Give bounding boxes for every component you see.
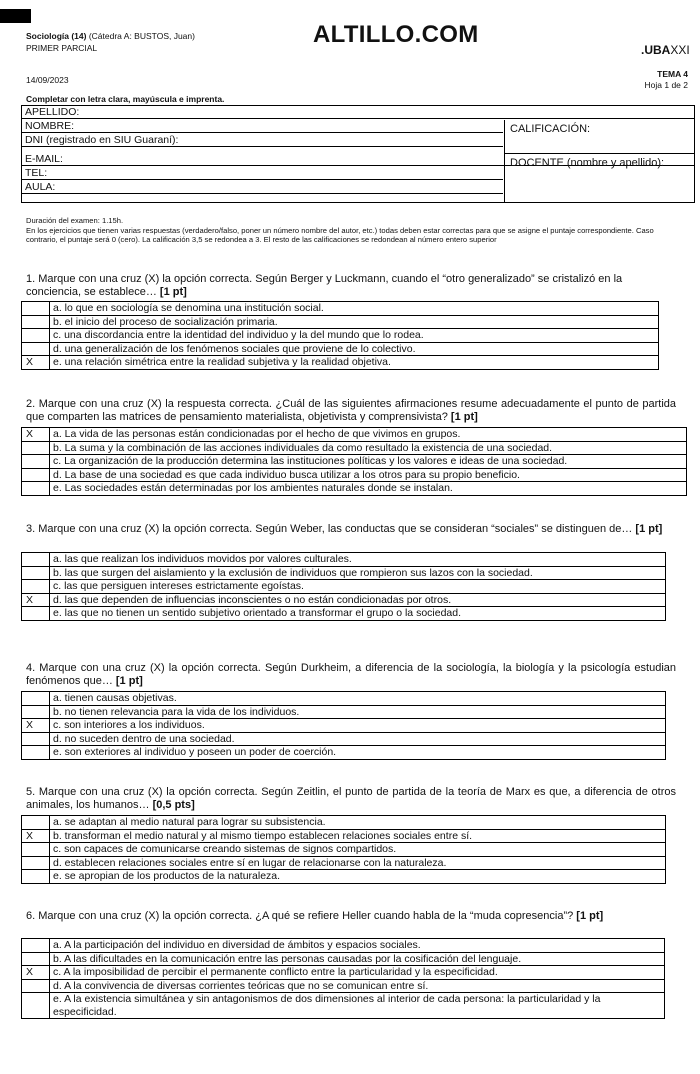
question-4: 4. Marque con una cruz (X) la opción correcta. Según Durkheim, a diferencia de la sociología, la biología y la psicología estudian fenómenos que… [1 pt] — [26, 662, 676, 687]
answer-mark[interactable] — [22, 482, 50, 496]
answer-mark[interactable]: X — [22, 593, 50, 607]
option-text: e. se apropian de los productos de la naturaleza. — [50, 870, 666, 884]
site-title: ALTILLO.COM — [313, 21, 479, 48]
docente-label: DOCENTE (nombre y apellido): — [510, 157, 665, 169]
question-2: 2. Marque con una cruz (X) la respuesta correcta. ¿Cuál de las siguientes afirmaciones resume adecuadamente el punto de partida que comparten las matrices de pensamiento materialista, objetivista y comprensivista? [1 pt] — [26, 398, 676, 423]
option-text: c. una discordancia entre la identidad del individuo y la del mundo que lo rodea. — [50, 329, 659, 343]
option-text: c. son interiores a los individuos. — [50, 719, 666, 733]
answer-mark[interactable] — [22, 455, 50, 469]
tema-label: TEMA 4 — [657, 69, 688, 79]
option-text: c. La organización de la producción determina las instituciones políticas y los valores e ideas de una sociedad. — [50, 455, 687, 469]
answer-mark[interactable] — [22, 843, 50, 857]
option-row — [22, 580, 666, 594]
field-apellido[interactable]: APELLIDO: — [22, 106, 694, 119]
question-3: 3. Marque con una cruz (X) la opción correcta. Según Weber, las conductas que se consideran “sociales” se distinguen de… [1 pt] — [26, 523, 663, 535]
option-text: a. las que realizan los individuos movidos por valores culturales. — [50, 553, 666, 567]
option-row — [22, 607, 666, 621]
option-text: e. son exteriores al individuo y poseen un poder de coerción. — [50, 746, 666, 760]
option-row — [22, 843, 666, 857]
answer-mark[interactable] — [22, 816, 50, 830]
field-dni[interactable]: DNI (registrado en SIU Guaraní): — [22, 134, 503, 147]
option-row — [22, 441, 687, 455]
uba-logo: .UBAXXI — [641, 43, 690, 57]
option-row — [22, 705, 666, 719]
option-text: d. establecen relaciones sociales entre sí en lugar de relacionarse con la naturaleza. — [50, 856, 666, 870]
page-count: Hoja 1 de 2 — [644, 80, 688, 90]
option-text: a. tienen causas objetivas. — [50, 692, 666, 706]
option-text: c. las que persiguen intereses estrictamente egoístas. — [50, 580, 666, 594]
calificacion-label: CALIFICACIÓN: — [510, 123, 591, 135]
student-id-box — [21, 105, 695, 203]
option-row — [22, 428, 687, 442]
option-row — [22, 870, 666, 884]
option-row — [22, 719, 666, 733]
option-row — [22, 692, 666, 706]
answer-mark[interactable] — [22, 732, 50, 746]
answer-mark[interactable] — [22, 979, 50, 993]
options-q6 — [21, 938, 665, 1019]
answer-mark[interactable] — [22, 993, 50, 1019]
option-row — [22, 566, 666, 580]
answer-mark[interactable]: X — [22, 719, 50, 733]
option-text: b. transforman el medio natural y al mismo tiempo establecen relaciones sociales entre sí. — [50, 829, 666, 843]
answer-mark[interactable] — [22, 315, 50, 329]
exam-type: PRIMER PARCIAL — [26, 43, 98, 53]
field-aula[interactable]: AULA: — [22, 181, 503, 194]
option-row — [22, 593, 666, 607]
option-row — [22, 966, 665, 980]
question-6: 6. Marque con una cruz (X) la opción correcta. ¿A qué se refiere Heller cuando habla de la “muda copresencia”? [1 pt] — [26, 910, 604, 922]
subject-line: Sociología (14) (Cátedra A: BUSTOS, Juan) — [26, 31, 195, 41]
option-row — [22, 342, 659, 356]
option-text: a. La vida de las personas están condicionadas por el hecho de que vivimos en grupos. — [50, 428, 687, 442]
option-text: b. A las dificultades en la comunicación entre las personas causadas por la cosificación del lenguaje. — [50, 952, 665, 966]
option-text: b. las que surgen del aislamiento y la exclusión de individuos que rompieron sus lazos con la sociedad. — [50, 566, 666, 580]
answer-mark[interactable]: X — [22, 829, 50, 843]
option-text: e. las que no tienen un sentido subjetivo orientado a transformar el grupo o la sociedad. — [50, 607, 666, 621]
option-row — [22, 746, 666, 760]
option-row — [22, 468, 687, 482]
field-email[interactable]: E-MAIL: — [22, 153, 694, 166]
option-row — [22, 816, 666, 830]
exam-date: 14/09/2023 — [26, 75, 69, 85]
option-text: e. una relación simétrica entre la realidad subjetiva y la realidad objetiva. — [50, 356, 659, 370]
option-text: e. Las sociedades están determinadas por los ambientes naturales donde se instalan. — [50, 482, 687, 496]
options-q5 — [21, 815, 666, 884]
option-row — [22, 952, 665, 966]
answer-mark[interactable] — [22, 939, 50, 953]
answer-mark[interactable] — [22, 870, 50, 884]
answer-mark[interactable] — [22, 952, 50, 966]
option-row — [22, 302, 659, 316]
option-text: c. A la imposibilidad de percibir el permanente conflicto entre la particularidad y la especificidad. — [50, 966, 665, 980]
answer-mark[interactable] — [22, 468, 50, 482]
box-divider-h — [504, 153, 694, 154]
answer-mark[interactable] — [22, 746, 50, 760]
option-text: b. el inicio del proceso de socialización primaria. — [50, 315, 659, 329]
option-text: b. no tienen relevancia para la vida de los individuos. — [50, 705, 666, 719]
answer-mark[interactable] — [22, 580, 50, 594]
options-q1 — [21, 301, 659, 370]
option-row — [22, 315, 659, 329]
option-text: a. lo que en sociología se denomina una institución social. — [50, 302, 659, 316]
answer-mark[interactable] — [22, 342, 50, 356]
option-text: a. A la participación del individuo en diversidad de ámbitos y espacios sociales. — [50, 939, 665, 953]
option-text: d. A la convivencia de diversas corrientes teóricas que no se comunican entre sí. — [50, 979, 665, 993]
answer-mark[interactable] — [22, 553, 50, 567]
option-text: b. La suma y la combinación de las acciones individuales da como resultado la existencia de una sociedad. — [50, 441, 687, 455]
option-row — [22, 829, 666, 843]
option-row — [22, 482, 687, 496]
answer-mark[interactable] — [22, 329, 50, 343]
answer-mark[interactable] — [22, 607, 50, 621]
answer-mark[interactable]: X — [22, 966, 50, 980]
option-text: d. no suceden dentro de una sociedad. — [50, 732, 666, 746]
options-q3 — [21, 552, 666, 621]
exam-notes — [26, 216, 676, 245]
field-nombre[interactable]: NOMBRE: — [22, 120, 503, 133]
options-q2 — [21, 427, 687, 496]
box-divider — [504, 120, 505, 202]
answer-mark[interactable] — [22, 302, 50, 316]
field-tel[interactable]: TEL: — [22, 167, 503, 180]
answer-mark[interactable] — [22, 566, 50, 580]
option-row — [22, 455, 687, 469]
fill-instruction: Completar con letra clara, mayúscula e imprenta. — [26, 94, 225, 104]
question-1: 1. Marque con una cruz (X) la opción correcta. Según Berger y Luckmann, cuando el “otro generalizado” se cristalizó en la conciencia, se establece… [1 pt] — [26, 273, 623, 298]
option-row — [22, 329, 659, 343]
answer-mark[interactable] — [22, 856, 50, 870]
option-row — [22, 993, 665, 1019]
option-row — [22, 553, 666, 567]
option-row — [22, 732, 666, 746]
option-text: d. una generalización de los fenómenos sociales que proviene de lo colectivo. — [50, 342, 659, 356]
option-text: a. se adaptan al medio natural para lograr su subsistencia. — [50, 816, 666, 830]
tema-block — [645, 69, 688, 91]
duration-note: Duración del examen: 1.15h. — [26, 216, 124, 225]
answer-mark[interactable] — [22, 705, 50, 719]
redaction-bar — [0, 9, 31, 23]
option-row — [22, 939, 665, 953]
grading-rules: En los ejercicios que tienen varias respuestas (verdadero/falso, poner un número nombre del autor, etc.) todas deben estar correctas para que se asigne el puntaje correspondiente. Caso contrario, el puntaje será 0 (cero). La calificación 3,5 se redondea a 3. El resto de las calificaciones se redondean al número entero superior — [26, 225, 654, 245]
option-row — [22, 856, 666, 870]
answer-mark[interactable]: X — [22, 428, 50, 442]
option-text: e. A la existencia simultánea y sin antagonismos de dos dimensiones al interior de cada persona: la particularidad y la especificidad. — [50, 993, 665, 1019]
answer-mark[interactable] — [22, 692, 50, 706]
option-row — [22, 979, 665, 993]
option-text: d. las que dependen de influencias inconscientes o no están condicionadas por otros. — [50, 593, 666, 607]
question-5: 5. Marque con una cruz (X) la opción correcta. Según Zeitlin, el punto de partida de la teoría de Marx es que, a diferencia de otros animales, los humanos… [0,5 pts] — [26, 786, 676, 811]
option-row — [22, 356, 659, 370]
answer-mark[interactable] — [22, 441, 50, 455]
options-q4 — [21, 691, 666, 760]
answer-mark[interactable]: X — [22, 356, 50, 370]
option-text: c. son capaces de comunicarse creando sistemas de signos compartidos. — [50, 843, 666, 857]
option-text: d. La base de una sociedad es que cada individuo busca utilizar a los otros para su propio beneficio. — [50, 468, 687, 482]
